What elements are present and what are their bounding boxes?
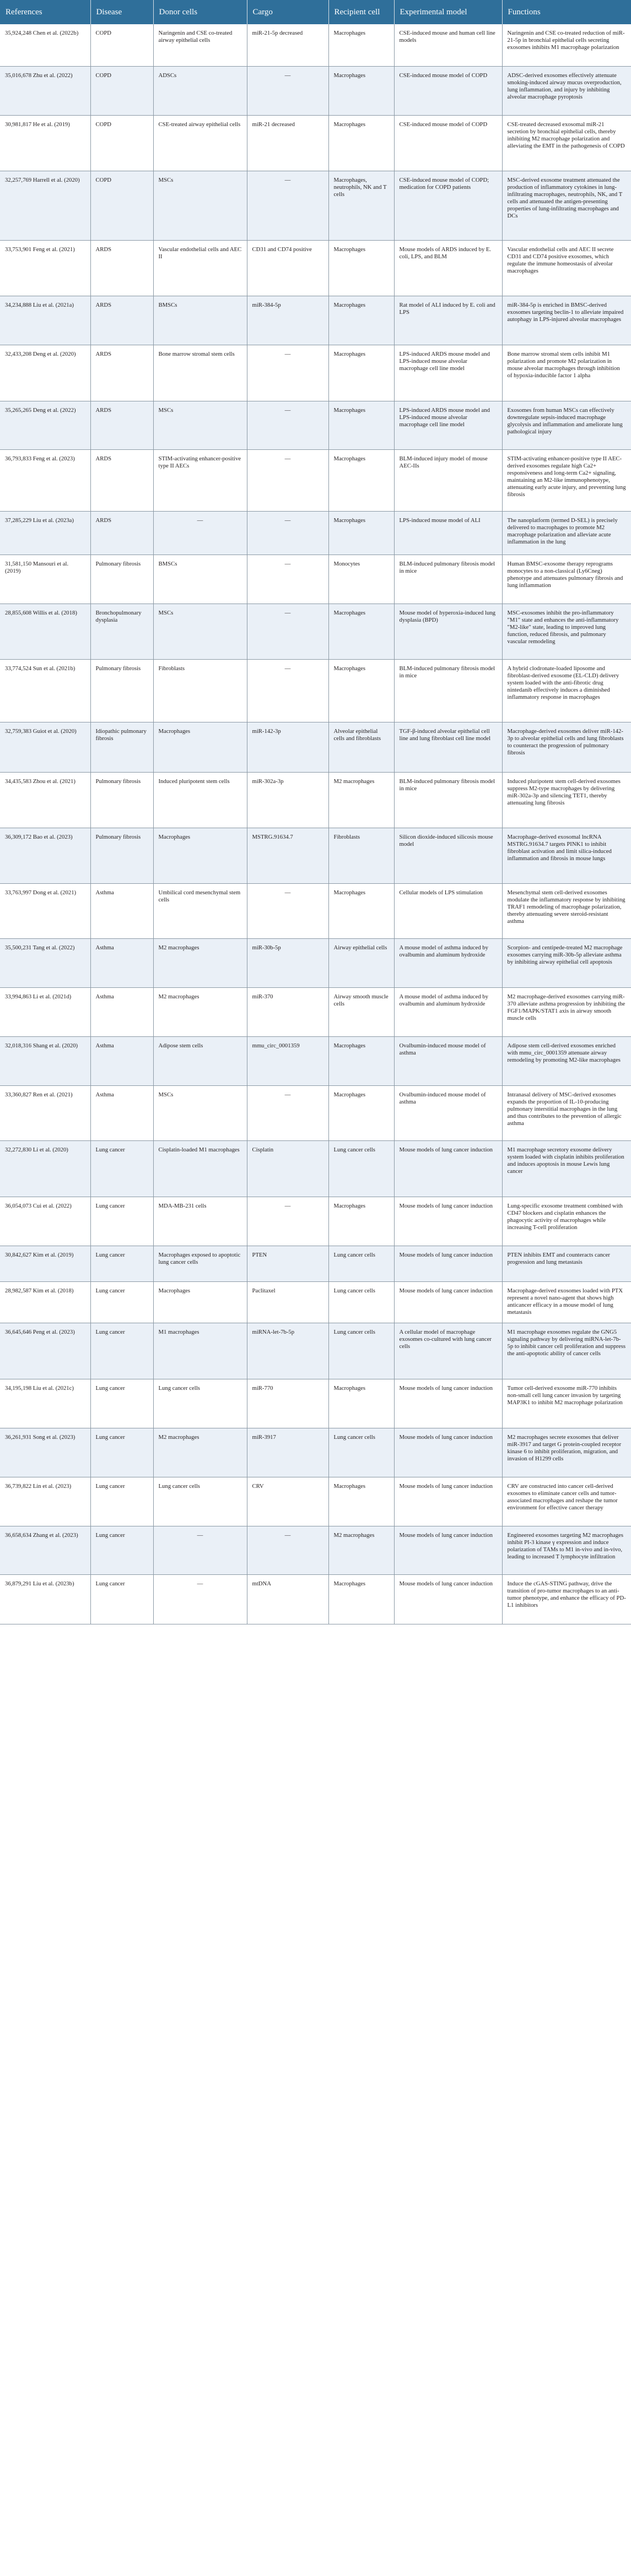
table-row — [0, 1246, 631, 1281]
cell-donor-cells: Fibroblasts — [153, 659, 247, 722]
cell-experimental-model: Ovalbumin-induced mouse model of asthma — [394, 1085, 502, 1140]
table-row — [0, 772, 631, 828]
cell-cargo: CD31 and CD74 positive — [247, 240, 328, 296]
cell-disease: Bronchopulmonary dysplasia — [90, 604, 153, 659]
header-row — [0, 0, 631, 24]
cell-recipient-cell: Macrophages — [328, 1085, 394, 1140]
cell-functions: miR-384-5p is enriched in BMSC-derived exosomes targeting beclin-1 to alleviate impaired autophagy in LPS-injured alveolar macrophages — [502, 296, 631, 345]
cell-cargo: — — [247, 1197, 328, 1246]
cell-donor-cells: MSCs — [153, 401, 247, 449]
table-row — [0, 345, 631, 401]
cell-references: 28,982,587 Kim et al. (2018) — [0, 1281, 90, 1323]
cell-functions: A hybrid clodronate-loaded liposome and fibroblast-derived exosome (EL-CLD) delivery system loaded with the anti-fibrotic drug nintedanib effectively induces a diminished inflammatory response in macrophages — [502, 659, 631, 722]
cell-cargo: — — [247, 604, 328, 659]
cell-disease: COPD — [90, 171, 153, 240]
cell-recipient-cell: Lung cancer cells — [328, 1428, 394, 1477]
table-row — [0, 883, 631, 938]
cell-experimental-model: Mouse models of lung cancer induction — [394, 1526, 502, 1574]
cell-recipient-cell: Lung cancer cells — [328, 1281, 394, 1323]
cell-experimental-model: Ovalbumin-induced mouse model of asthma — [394, 1036, 502, 1085]
cell-disease: ARDS — [90, 345, 153, 401]
cell-functions: CRV are constructed into cancer cell-derived exosomes to eliminate cancer cells and tumor-associated macrophages and reshape the tumor environment for effective cancer therapy — [502, 1477, 631, 1526]
cell-recipient-cell: Macrophages — [328, 115, 394, 171]
cell-cargo: — — [247, 883, 328, 938]
cell-recipient-cell: Macrophages — [328, 240, 394, 296]
cell-functions: Lung-specific exosome treatment combined with CD47 blockers and cisplatin enhances the phagocytic activity of macrophages while increasing T-cell proliferation — [502, 1197, 631, 1246]
cell-donor-cells: Macrophages exposed to apoptotic lung cancer cells — [153, 1246, 247, 1281]
cell-references: 35,924,248 Chen et al. (2022b) — [0, 24, 90, 66]
cell-cargo: — — [247, 449, 328, 511]
cell-references: 31,581,150 Mansouri et al. (2019) — [0, 555, 90, 604]
cell-disease: Asthma — [90, 1036, 153, 1085]
cell-functions: Adipose stem cell-derived exosomes enriched with mmu_circ_0001359 attenuate airway remodeling by promoting M2-like macrophages — [502, 1036, 631, 1085]
cell-references: 33,774,524 Sun et al. (2021b) — [0, 659, 90, 722]
cell-recipient-cell: Macrophages — [328, 604, 394, 659]
cell-donor-cells: CSE-treated airway epithelial cells — [153, 115, 247, 171]
cell-recipient-cell: Airway smooth muscle cells — [328, 987, 394, 1036]
table-row — [0, 1197, 631, 1246]
cell-experimental-model: A cellular model of macrophage exosomes co-cultured with lung cancer cells — [394, 1323, 502, 1379]
cell-disease: Lung cancer — [90, 1281, 153, 1323]
cell-recipient-cell: Macrophages — [328, 1379, 394, 1428]
cell-cargo: Paclitaxel — [247, 1281, 328, 1323]
cell-disease: ARDS — [90, 240, 153, 296]
cell-functions: Macrophage-derived exosomal lncRNA MSTRG.91634.7 targets PINK1 to inhibit fibroblast activation and limit silica-induced inflammation and fibrosis in mouse lungs — [502, 828, 631, 883]
cell-disease: Idiopathic pulmonary fibrosis — [90, 722, 153, 772]
cell-recipient-cell: Monocytes — [328, 555, 394, 604]
cell-disease: COPD — [90, 66, 153, 115]
cell-donor-cells: — — [153, 511, 247, 555]
table-row — [0, 722, 631, 772]
cell-disease: Lung cancer — [90, 1477, 153, 1526]
cell-cargo: mmu_circ_0001359 — [247, 1036, 328, 1085]
cell-cargo: miR-384-5p — [247, 296, 328, 345]
cell-functions: Naringenin and CSE co-treated reduction of miR-21-5p in bronchial epithelial cells secreting exosomes inhibits M1 macrophage polarization — [502, 24, 631, 66]
cell-functions: Human BMSC-exosome therapy reprograms monocytes to a non-classical (Ly6Cneg) phenotype and attenuates pulmonary fibrosis and lung inflammation — [502, 555, 631, 604]
table-row — [0, 401, 631, 449]
cell-experimental-model: Silicon dioxide-induced silicosis mouse model — [394, 828, 502, 883]
cell-donor-cells: ADSCs — [153, 66, 247, 115]
column-header-donor-cells: Donor cells — [153, 0, 247, 24]
cell-recipient-cell: Lung cancer cells — [328, 1323, 394, 1379]
cell-functions: Engineered exosomes targeting M2 macrophages inhibit PI-3 kinase γ expression and induce polarization of TAMs to M1 in-vivo and in-vivo, leading to increased T lymphocyte infiltration — [502, 1526, 631, 1574]
table-row — [0, 1085, 631, 1140]
cell-donor-cells: M1 macrophages — [153, 1323, 247, 1379]
table-row — [0, 511, 631, 555]
table-row — [0, 938, 631, 987]
cell-functions: Exosomes from human MSCs can effectively downregulate sepsis-induced macrophage glycolysis and inflammation and ameliorate lung pathological injury — [502, 401, 631, 449]
cell-references: 36,879,291 Liu et al. (2023b) — [0, 1574, 90, 1624]
cell-functions: STIM-activating enhancer-positive type II AEC-derived exosomes regulate high Ca2+ responsiveness and long-term Ca2+ signaling, maintaining an M2-like immunophenotype, attenuating early acute injury, and preventing lung fibrosis — [502, 449, 631, 511]
cell-experimental-model: BLM-induced pulmonary fibrosis model in mice — [394, 659, 502, 722]
column-header-recipient-cell: Recipient cell — [328, 0, 394, 24]
cell-recipient-cell: Macrophages — [328, 1036, 394, 1085]
cell-experimental-model: Mouse models of lung cancer induction — [394, 1140, 502, 1197]
cell-cargo: — — [247, 1085, 328, 1140]
cell-functions: M2 macrophage-derived exosomes carrying miR-370 alleviate asthma progression by inhibiting the FGF1/MAPK/STAT1 axis in airway smooth muscle cells — [502, 987, 631, 1036]
cell-experimental-model: LPS-induced mouse model of ALI — [394, 511, 502, 555]
cell-recipient-cell: Macrophages — [328, 345, 394, 401]
cell-disease: Lung cancer — [90, 1574, 153, 1624]
cell-disease: ARDS — [90, 511, 153, 555]
cell-cargo: miR-30b-5p — [247, 938, 328, 987]
cell-references: 34,195,198 Liu et al. (2021c) — [0, 1379, 90, 1428]
table-row — [0, 240, 631, 296]
cell-references: 36,054,073 Cui et al. (2022) — [0, 1197, 90, 1246]
cell-disease: ARDS — [90, 296, 153, 345]
cell-disease: Pulmonary fibrosis — [90, 555, 153, 604]
table-row — [0, 555, 631, 604]
table-row — [0, 828, 631, 883]
table-row — [0, 171, 631, 240]
table-row — [0, 296, 631, 345]
cell-experimental-model: LPS-induced ARDS mouse model and LPS-induced mouse alveolar macrophage cell line model — [394, 345, 502, 401]
cell-experimental-model: BLM-induced injury model of mouse AEC-IIs — [394, 449, 502, 511]
cell-references: 33,994,863 Li et al. (2021d) — [0, 987, 90, 1036]
cell-references: 37,285,229 Liu et al. (2023a) — [0, 511, 90, 555]
cell-experimental-model: Mouse models of lung cancer induction — [394, 1379, 502, 1428]
cell-references: 36,739,822 Lin et al. (2023) — [0, 1477, 90, 1526]
cell-functions: Vascular endothelial cells and AEC II secrete CD31 and CD74 positive exosomes, which regulate the immune homeostasis of alveolar macrophages — [502, 240, 631, 296]
cell-experimental-model: TGF-β-induced alveolar epithelial cell line and lung fibroblast cell line model — [394, 722, 502, 772]
cell-functions: Intranasal delivery of MSC-derived exosomes expands the proportion of IL-10-producing pulmonary interstitial macrophages in the lung and thus contributes to the prevention of allergic asthma — [502, 1085, 631, 1140]
cell-recipient-cell: Macrophages — [328, 449, 394, 511]
cell-donor-cells: — — [153, 1526, 247, 1574]
cell-experimental-model: Mouse models of lung cancer induction — [394, 1246, 502, 1281]
cell-references: 32,759,383 Guiot et al. (2020) — [0, 722, 90, 772]
cell-disease: Pulmonary fibrosis — [90, 772, 153, 828]
cell-disease: Asthma — [90, 1085, 153, 1140]
cell-donor-cells: Umbilical cord mesenchymal stem cells — [153, 883, 247, 938]
cell-experimental-model: Mouse models of lung cancer induction — [394, 1197, 502, 1246]
cell-recipient-cell: M2 macrophages — [328, 772, 394, 828]
cell-functions: ADSC-derived exosomes effectively attenuate smoking-induced airway mucus overproduction, lung inflammation, and injury by inhibiting alveolar macrophage pyroptosis — [502, 66, 631, 115]
cell-donor-cells: Bone marrow stromal stem cells — [153, 345, 247, 401]
table-row — [0, 1477, 631, 1526]
cell-references: 36,261,931 Song et al. (2023) — [0, 1428, 90, 1477]
cell-functions: PTEN inhibits EMT and counteracts cancer progression and lung metastasis — [502, 1246, 631, 1281]
cell-cargo: — — [247, 555, 328, 604]
cell-references: 34,234,888 Liu et al. (2021a) — [0, 296, 90, 345]
cell-donor-cells: M2 macrophages — [153, 1428, 247, 1477]
cell-references: 30,981,817 He et al. (2019) — [0, 115, 90, 171]
cell-experimental-model: BLM-induced pulmonary fibrosis model in mice — [394, 555, 502, 604]
cell-experimental-model: CSE-induced mouse and human cell line models — [394, 24, 502, 66]
cell-disease: Lung cancer — [90, 1197, 153, 1246]
cell-recipient-cell: Macrophages — [328, 24, 394, 66]
cell-recipient-cell: Alveolar epithelial cells and fibroblasts — [328, 722, 394, 772]
cell-cargo: miR-302a-3p — [247, 772, 328, 828]
cell-recipient-cell: Macrophages — [328, 659, 394, 722]
cell-disease: Pulmonary fibrosis — [90, 828, 153, 883]
cell-donor-cells: Induced pluripotent stem cells — [153, 772, 247, 828]
cell-experimental-model: Mouse models of lung cancer induction — [394, 1428, 502, 1477]
cell-cargo: CRV — [247, 1477, 328, 1526]
cell-references: 36,645,646 Peng et al. (2023) — [0, 1323, 90, 1379]
cell-experimental-model: Mouse models of lung cancer induction — [394, 1477, 502, 1526]
table-row — [0, 1526, 631, 1574]
cell-recipient-cell: Macrophages — [328, 511, 394, 555]
cell-donor-cells: MSCs — [153, 1085, 247, 1140]
table-row — [0, 1428, 631, 1477]
cell-disease: Lung cancer — [90, 1246, 153, 1281]
table-row — [0, 66, 631, 115]
cell-disease: Lung cancer — [90, 1428, 153, 1477]
table-header — [0, 0, 631, 24]
cell-functions: Bone marrow stromal stem cells inhibit M1 polarization and promote M2 polarization in mouse alveolar macrophages through inhibition of hypoxia-inducible factor 1 alpha — [502, 345, 631, 401]
cell-functions: M1 macrophage exosomes regulate the GNG5 signaling pathway by delivering miRNA-let-7b-5p to inhibit cancer cell proliferation and suppress the anti-apoptotic ability of cancer cells — [502, 1323, 631, 1379]
cell-donor-cells: — — [153, 1574, 247, 1624]
cell-recipient-cell: Macrophages — [328, 1574, 394, 1624]
cell-donor-cells: MDA-MB-231 cells — [153, 1197, 247, 1246]
cell-donor-cells: Vascular endothelial cells and AEC II — [153, 240, 247, 296]
cell-donor-cells: Macrophages — [153, 1281, 247, 1323]
cell-references: 36,793,833 Feng et al. (2023) — [0, 449, 90, 511]
column-header-experimental-model: Experimental model — [394, 0, 502, 24]
column-header-functions: Functions — [502, 0, 631, 24]
cell-disease: ARDS — [90, 449, 153, 511]
cell-recipient-cell: Macrophages — [328, 1197, 394, 1246]
column-header-disease: Disease — [90, 0, 153, 24]
cell-experimental-model: Rat model of ALI induced by E. coli and LPS — [394, 296, 502, 345]
cell-references: 32,257,769 Harrell et al. (2020) — [0, 171, 90, 240]
cell-experimental-model: CSE-induced mouse model of COPD; medication for COPD patients — [394, 171, 502, 240]
cell-references: 36,309,172 Bao et al. (2023) — [0, 828, 90, 883]
cell-functions: The nanoplatform (termed D-SEL) is precisely delivered to macrophages to promote M2 macrophage polarization and alleviate acute inflammation in the lung — [502, 511, 631, 555]
cell-donor-cells: MSCs — [153, 171, 247, 240]
cell-functions: Scorpion- and centipede-treated M2 macrophage exosomes carrying miR-30b-5p alleviate asthma by inhibiting airway epithelial cell apoptosis — [502, 938, 631, 987]
cell-disease: Lung cancer — [90, 1526, 153, 1574]
cell-recipient-cell: Macrophages — [328, 883, 394, 938]
table-row — [0, 987, 631, 1036]
cell-experimental-model: Mouse model of hyperoxia-induced lung dysplasia (BPD) — [394, 604, 502, 659]
cell-references: 34,435,583 Zhou et al. (2021) — [0, 772, 90, 828]
cell-functions: M1 macrophage secretory exosome delivery system loaded with cisplatin inhibits proliferation and induces apoptosis in mouse Lewis lung cancer — [502, 1140, 631, 1197]
cell-references: 32,018,316 Shang et al. (2020) — [0, 1036, 90, 1085]
cell-experimental-model: Mouse models of ARDS induced by E. coli, LPS, and BLM — [394, 240, 502, 296]
cell-cargo: — — [247, 511, 328, 555]
cell-references: 36,658,634 Zhang et al. (2023) — [0, 1526, 90, 1574]
cell-recipient-cell: Macrophages — [328, 296, 394, 345]
cell-cargo: MSTRG.91634.7 — [247, 828, 328, 883]
cell-experimental-model: Mouse models of lung cancer induction — [394, 1281, 502, 1323]
table-row — [0, 604, 631, 659]
cell-references: 32,433,208 Deng et al. (2020) — [0, 345, 90, 401]
cell-experimental-model: CSE-induced mouse model of COPD — [394, 66, 502, 115]
cell-functions: Induced pluripotent stem cell-derived exosomes suppress M2-type macrophages by delivering miR-302a-3p and silencing TET1, thereby attenuating lung fibrosis — [502, 772, 631, 828]
table-row — [0, 1281, 631, 1323]
cell-references: 35,500,231 Tang et al. (2022) — [0, 938, 90, 987]
cell-disease: ARDS — [90, 401, 153, 449]
cell-references: 30,842,627 Kim et al. (2019) — [0, 1246, 90, 1281]
cell-references: 33,753,901 Feng et al. (2021) — [0, 240, 90, 296]
table-row — [0, 1323, 631, 1379]
cell-recipient-cell: M2 macrophages — [328, 1526, 394, 1574]
cell-disease: Asthma — [90, 938, 153, 987]
cell-donor-cells: STIM-activating enhancer-positive type II AECs — [153, 449, 247, 511]
cell-donor-cells: Naringenin and CSE co-treated airway epithelial cells — [153, 24, 247, 66]
cell-disease: Pulmonary fibrosis — [90, 659, 153, 722]
cell-disease: Lung cancer — [90, 1379, 153, 1428]
cell-experimental-model: CSE-induced mouse model of COPD — [394, 115, 502, 171]
table-body — [0, 24, 631, 1624]
cell-cargo: miR-21 decreased — [247, 115, 328, 171]
cell-functions: MSC-derived exosome treatment attenuated the production of inflammatory cytokines in lung-infiltrating macrophages, neutrophils, NK, and T cells and attenuated the antigen-presenting properties of lung-infiltrating macrophages and DCs — [502, 171, 631, 240]
column-header-cargo: Cargo — [247, 0, 328, 24]
cell-donor-cells: MSCs — [153, 604, 247, 659]
cell-cargo: miR-142-3p — [247, 722, 328, 772]
table-row — [0, 1140, 631, 1197]
cell-experimental-model: A mouse model of asthma induced by ovalbumin and aluminum hydroxide — [394, 938, 502, 987]
cell-functions: Induce the cGAS-STING pathway, drive the transition of pro-tumor macrophages to an anti-tumor phenotype, and enhance the efficacy of PD-L1 inhibitors — [502, 1574, 631, 1624]
table-row — [0, 1036, 631, 1085]
cell-recipient-cell: Airway epithelial cells — [328, 938, 394, 987]
cell-donor-cells: M2 macrophages — [153, 987, 247, 1036]
cell-experimental-model: Mouse models of lung cancer induction — [394, 1574, 502, 1624]
cell-recipient-cell: Macrophages — [328, 66, 394, 115]
cell-recipient-cell: Fibroblasts — [328, 828, 394, 883]
cell-recipient-cell: Lung cancer cells — [328, 1246, 394, 1281]
table-row — [0, 659, 631, 722]
cell-disease: Lung cancer — [90, 1140, 153, 1197]
cell-cargo: PTEN — [247, 1246, 328, 1281]
cell-cargo: — — [247, 171, 328, 240]
cell-references: 33,360,827 Ren et al. (2021) — [0, 1085, 90, 1140]
cell-recipient-cell: Macrophages, neutrophils, NK and T cells — [328, 171, 394, 240]
cell-experimental-model: LPS-induced ARDS mouse model and LPS-induced mouse alveolar macrophage cell line model — [394, 401, 502, 449]
cell-experimental-model: A mouse model of asthma induced by ovalbumin and aluminum hydroxide — [394, 987, 502, 1036]
cell-functions: MSC-exosomes inhibit the pro-inflammatory "M1" state and enhances the anti-inflammatory "M2-like" state, leading to improved lung function, reduced fibrosis, and pulmonary vascular remodeling — [502, 604, 631, 659]
table-row — [0, 449, 631, 511]
cell-cargo: miR-3917 — [247, 1428, 328, 1477]
cell-donor-cells: Cisplatin-loaded M1 macrophages — [153, 1140, 247, 1197]
cell-donor-cells: Macrophages — [153, 722, 247, 772]
cell-cargo: — — [247, 659, 328, 722]
cell-cargo: — — [247, 401, 328, 449]
cell-references: 35,265,265 Deng et al. (2022) — [0, 401, 90, 449]
cell-donor-cells: Adipose stem cells — [153, 1036, 247, 1085]
cell-disease: Asthma — [90, 883, 153, 938]
cell-donor-cells: BMSCs — [153, 555, 247, 604]
cell-donor-cells: Lung cancer cells — [153, 1477, 247, 1526]
cell-disease: Lung cancer — [90, 1323, 153, 1379]
cell-references: 32,272,830 Li et al. (2020) — [0, 1140, 90, 1197]
cell-cargo: miR-370 — [247, 987, 328, 1036]
cell-donor-cells: Macrophages — [153, 828, 247, 883]
cell-disease: COPD — [90, 24, 153, 66]
table-row — [0, 1574, 631, 1624]
cell-functions: Macrophage-derived exosomes loaded with PTX represent a novel nano-agent that shows high anticancer efficacy in a mouse model of lung metastasis — [502, 1281, 631, 1323]
cell-recipient-cell: Macrophages — [328, 401, 394, 449]
cell-functions: Mesenchymal stem cell-derived exosomes modulate the inflammatory response by inhibiting TRAF1 remodeling of macrophage polarization, thereby attenuating severe steroid-resistant asthma — [502, 883, 631, 938]
cell-donor-cells: Lung cancer cells — [153, 1379, 247, 1428]
column-header-references: References — [0, 0, 90, 24]
table-row — [0, 115, 631, 171]
cell-references: 33,763,997 Dong et al. (2021) — [0, 883, 90, 938]
cell-cargo: — — [247, 345, 328, 401]
cell-disease: Asthma — [90, 987, 153, 1036]
cell-recipient-cell: Macrophages — [328, 1477, 394, 1526]
cell-cargo: mtDNA — [247, 1574, 328, 1624]
cell-recipient-cell: Lung cancer cells — [328, 1140, 394, 1197]
cell-donor-cells: BMSCs — [153, 296, 247, 345]
cell-disease: COPD — [90, 115, 153, 171]
cell-references: 28,855,608 Willis et al. (2018) — [0, 604, 90, 659]
cell-cargo: miR-770 — [247, 1379, 328, 1428]
cell-experimental-model: Cellular models of LPS stimulation — [394, 883, 502, 938]
cell-cargo: — — [247, 1526, 328, 1574]
table-row — [0, 24, 631, 66]
cell-functions: Tumor cell-derived exosome miR-770 inhibits non-small cell lung cancer invasion by targeting MAP3K1 to inhibit M2 macrophage polarization — [502, 1379, 631, 1428]
cell-functions: M2 macrophages secrete exosomes that deliver miR-3917 and target G protein-coupled receptor kinase 6 to inhibit proliferation, migration, and invasion of H1299 cells — [502, 1428, 631, 1477]
cell-functions: CSE-treated decreased exosomal miR-21 secretion by bronchial epithelial cells, thereby inhibiting M2 macrophage polarization and alleviating the EMT in the pathogenesis of COPD — [502, 115, 631, 171]
cell-donor-cells: M2 macrophages — [153, 938, 247, 987]
cell-functions: Macrophage-derived exosomes deliver miR-142-3p to alveolar epithelial cells and lung fibroblasts to counteract the progression of pulmonary fibrosis — [502, 722, 631, 772]
cell-cargo: — — [247, 66, 328, 115]
cell-cargo: Cisplatin — [247, 1140, 328, 1197]
cell-references: 35,016,678 Zhu et al. (2022) — [0, 66, 90, 115]
cell-cargo: miR-21-5p decreased — [247, 24, 328, 66]
cell-cargo: miRNA-let-7b-5p — [247, 1323, 328, 1379]
cell-experimental-model: BLM-induced pulmonary fibrosis model in mice — [394, 772, 502, 828]
table-row — [0, 1379, 631, 1428]
